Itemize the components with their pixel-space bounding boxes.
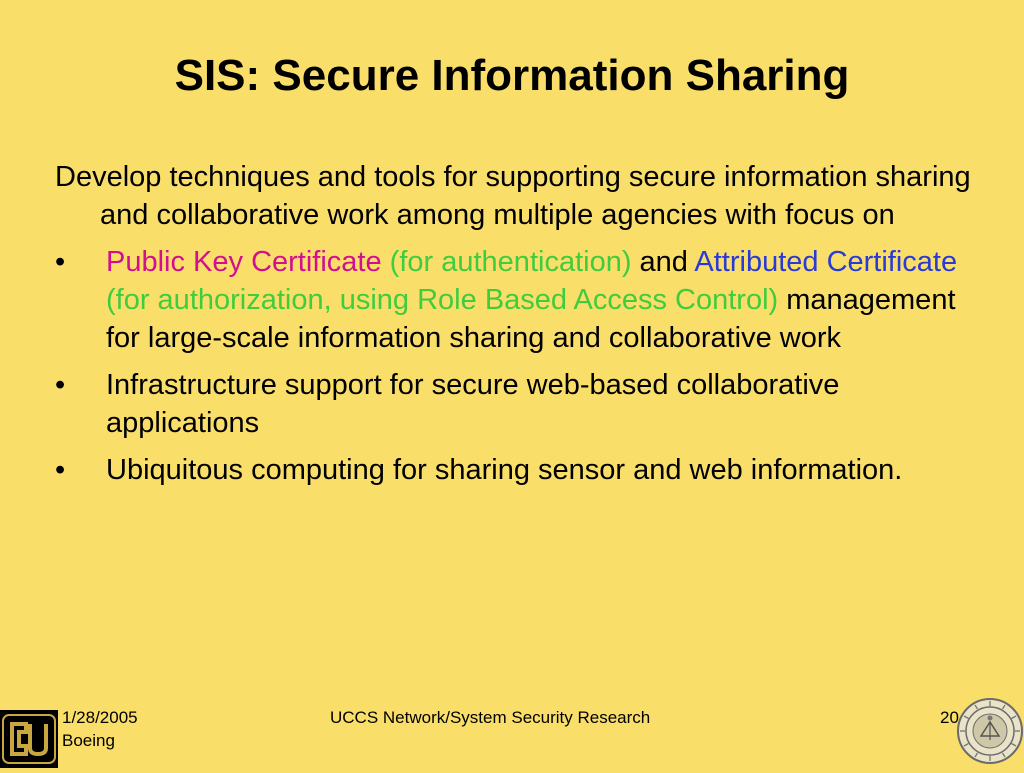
cu-logo bbox=[0, 710, 58, 768]
university-seal-icon bbox=[957, 698, 1023, 764]
university-seal bbox=[957, 698, 1023, 764]
bullet-run-and: and bbox=[631, 246, 695, 278]
bullet-marker: • bbox=[55, 369, 66, 401]
page-number: 20 bbox=[940, 708, 959, 727]
footer-sponsor: Boeing bbox=[62, 731, 115, 750]
cu-logo-icon bbox=[0, 710, 58, 768]
bullet-run-for-authentication: (for authentication) bbox=[381, 246, 632, 278]
bullet-marker: • bbox=[55, 454, 66, 486]
bullet-text: Ubiquitous computing for sharing sensor and web information. bbox=[106, 454, 903, 486]
footer-date-sponsor bbox=[62, 706, 138, 752]
footer-date: 1/28/2005 bbox=[62, 708, 138, 727]
bullet-item bbox=[55, 366, 985, 442]
bullet-marker: • bbox=[55, 246, 66, 278]
footer-title: UCCS Network/System Security Research bbox=[330, 708, 651, 727]
slide-body bbox=[55, 158, 985, 498]
bullet-run-for-authorization: (for authorization, using Role Based Access Control) bbox=[106, 284, 779, 316]
bullet-run-public-key-certificate: Public Key Certificate bbox=[106, 246, 382, 278]
bullet-text: Infrastructure support for secure web-based collaborative applications bbox=[106, 369, 840, 439]
bullet-item bbox=[55, 243, 985, 357]
slide-title: SIS: Secure Information Sharing bbox=[174, 51, 850, 100]
intro-paragraph: Develop techniques and tools for supporting secure information sharing and collaborative work among multiple agencies with focus on bbox=[55, 161, 971, 231]
bullet-run-management: management for large-scale information sharing and collaborative work bbox=[106, 284, 956, 354]
bullet-run-attributed-certificate: Attributed Certificate bbox=[694, 246, 958, 278]
bullet-item bbox=[55, 451, 985, 489]
